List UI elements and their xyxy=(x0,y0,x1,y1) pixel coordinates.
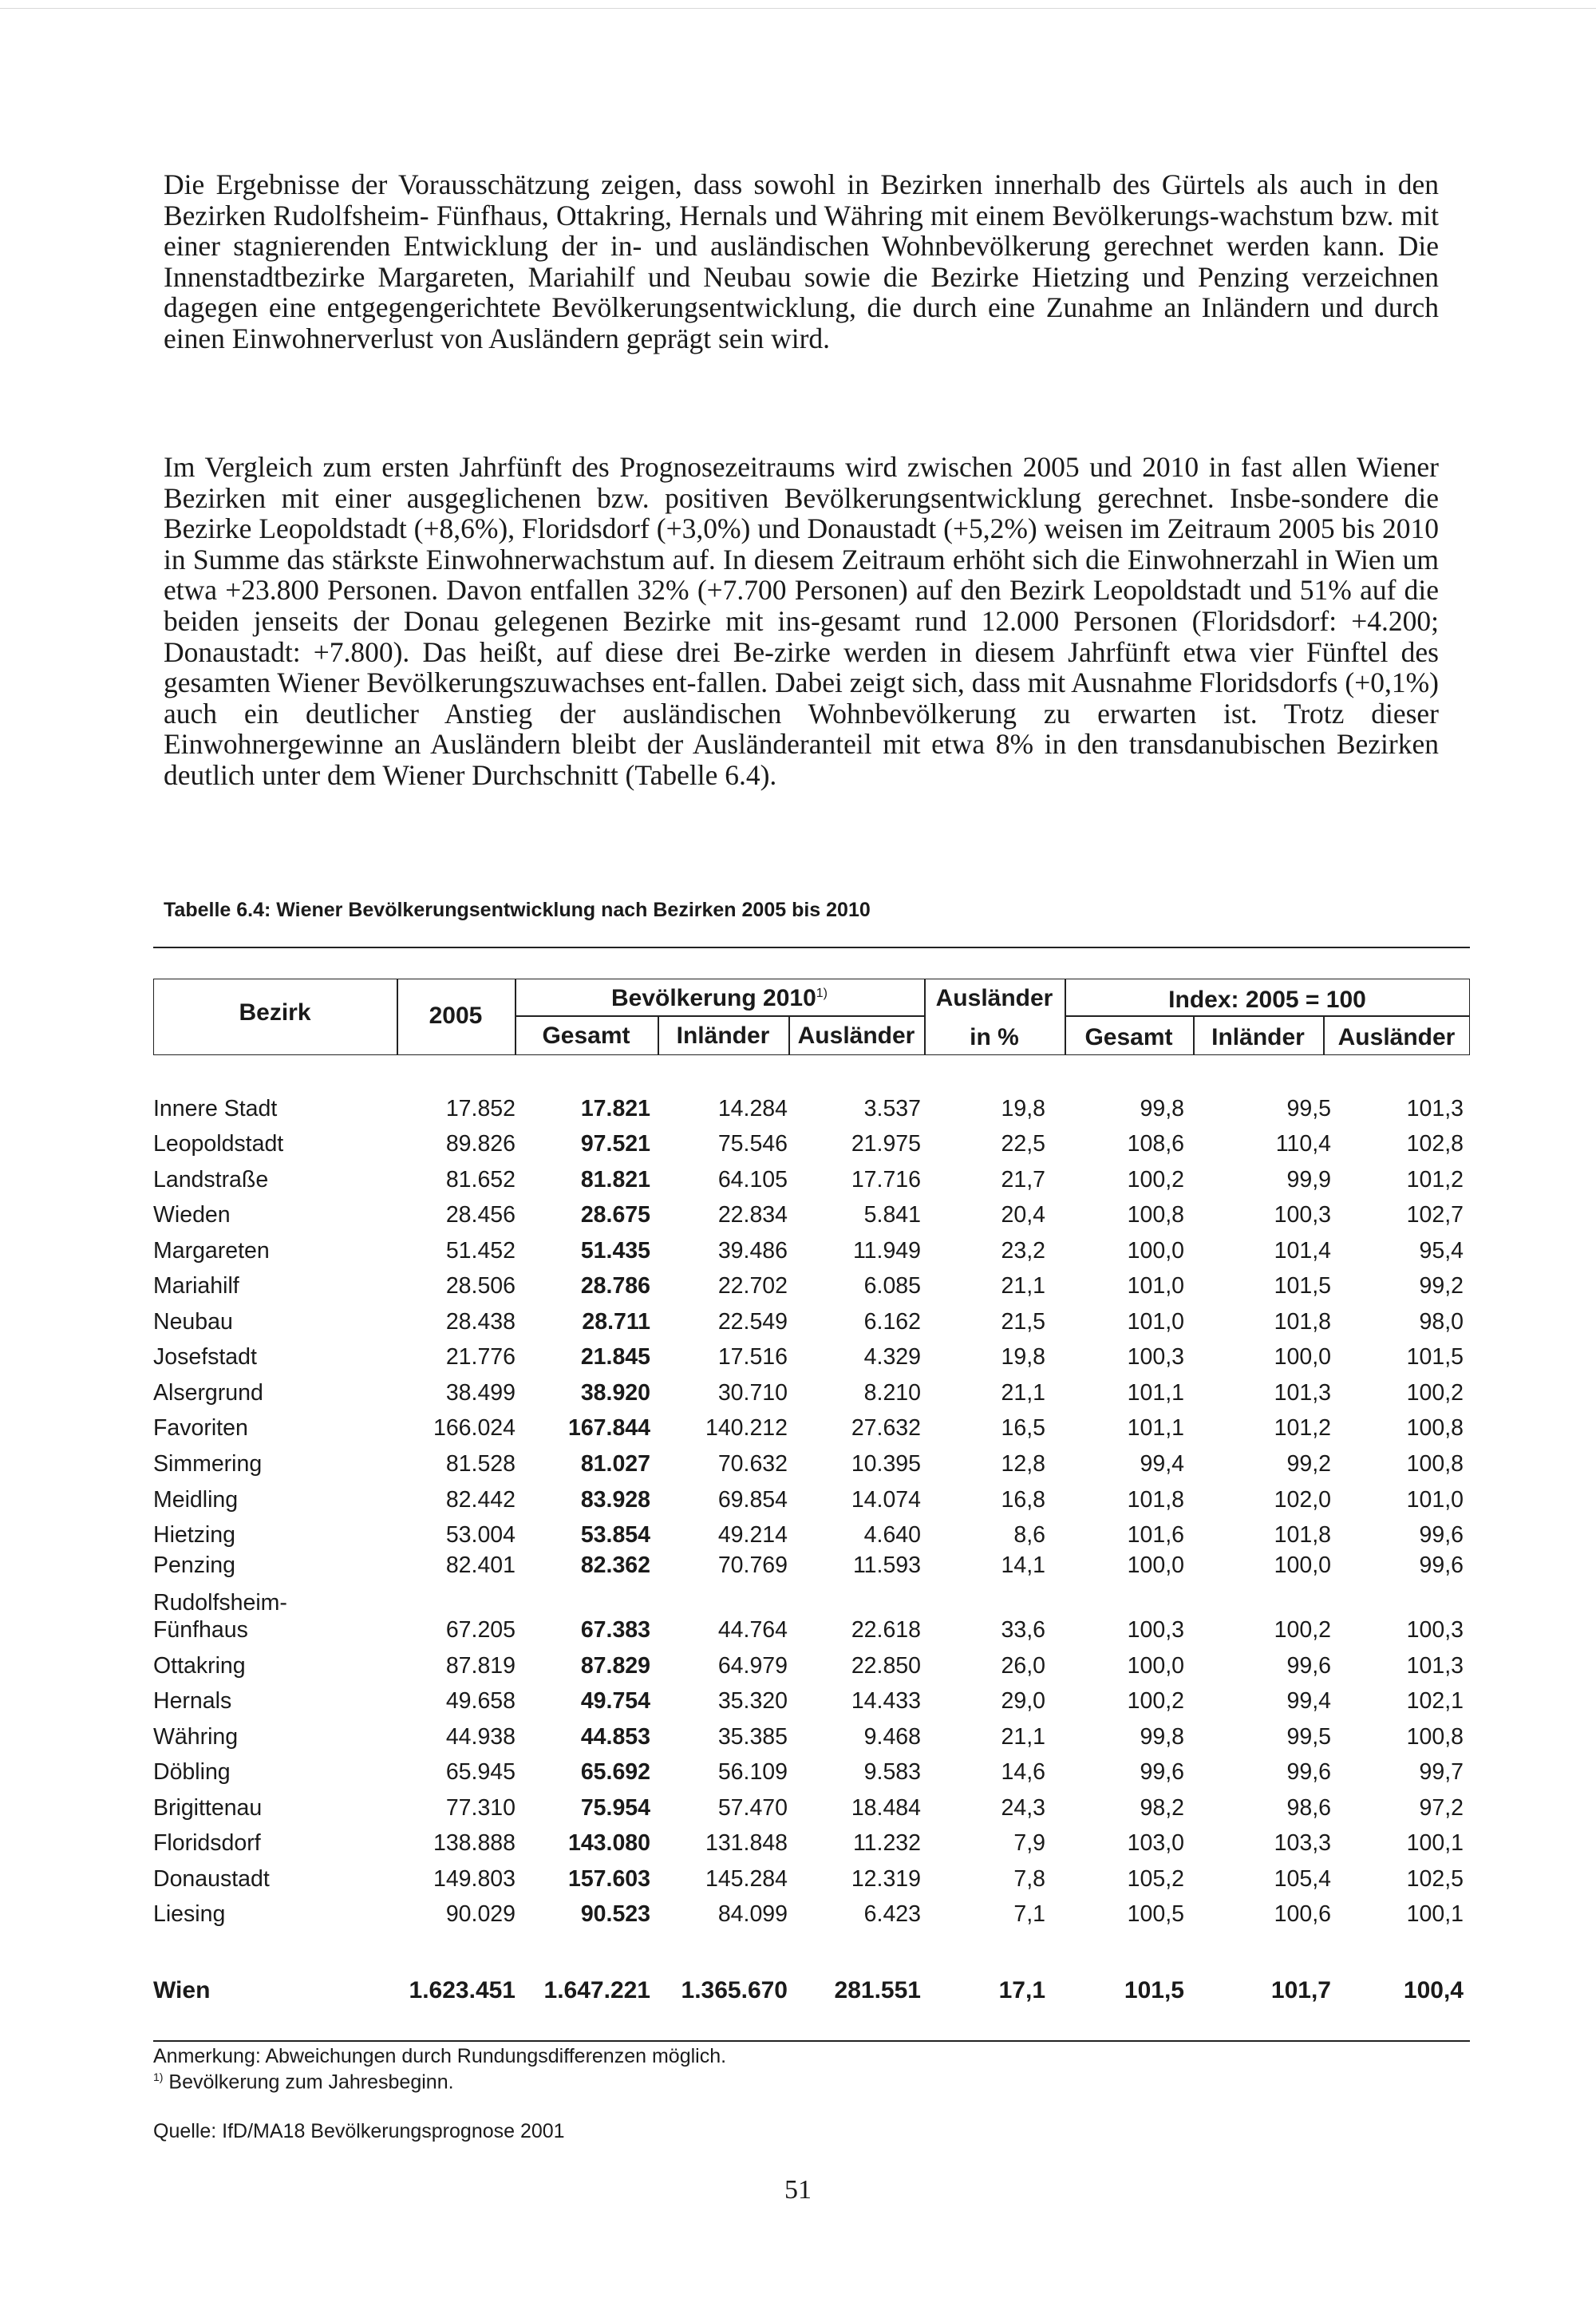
table-bottom-rule xyxy=(153,2040,1470,2042)
cell-index-inlaender: 99,2 xyxy=(1286,1451,1331,1477)
cell-auslaender-pct: 20,4 xyxy=(1001,1202,1045,1228)
cell-inlaender: 1.365.670 xyxy=(681,1977,788,2003)
cell-index-inlaender: 101,2 xyxy=(1274,1415,1331,1442)
header-index-inlaender: Inländer xyxy=(1211,1024,1305,1050)
header-auslaender-pct-bottom: in % xyxy=(970,1024,1019,1050)
table-row xyxy=(153,1648,1470,1684)
cell-bezirk: Alsergrund xyxy=(153,1379,263,1406)
table-row xyxy=(153,1127,1470,1163)
cell-2005: 28.438 xyxy=(445,1308,516,1335)
cell-inlaender: 49.214 xyxy=(717,1522,788,1549)
cell-index-auslaender: 102,1 xyxy=(1406,1688,1464,1715)
cell-auslaender: 17.716 xyxy=(851,1166,921,1193)
cell-auslaender: 4.329 xyxy=(863,1344,921,1371)
table-footnote: $^{1)}$ Bevölkerung zum Jahresbeginn. xyxy=(153,2071,454,2094)
cell-bezirk: Josefstadt xyxy=(153,1344,257,1371)
cell-index-inlaender: 101,8 xyxy=(1274,1522,1331,1549)
cell-auslaender-pct: 23,2 xyxy=(1001,1237,1045,1264)
cell-index-auslaender: 100,3 xyxy=(1406,1617,1464,1643)
cell-inlaender: 84.099 xyxy=(717,1901,788,1928)
cell-gesamt: 82.362 xyxy=(580,1552,650,1579)
cell-inlaender: 64.105 xyxy=(717,1166,788,1193)
cell-auslaender-pct: 33,6 xyxy=(1001,1617,1045,1643)
cell-index-inlaender: 105,4 xyxy=(1274,1865,1331,1892)
cell-gesamt: 97.521 xyxy=(580,1131,650,1157)
table-row xyxy=(153,1233,1470,1269)
cell-index-auslaender: 101,2 xyxy=(1406,1166,1464,1193)
cell-index-auslaender: 102,5 xyxy=(1406,1865,1464,1892)
cell-2005: 21.776 xyxy=(445,1344,516,1371)
cell-index-auslaender: 100,8 xyxy=(1406,1451,1464,1477)
cell-auslaender-pct: 7,1 xyxy=(1013,1901,1045,1928)
cell-bezirk: Leopoldstadt xyxy=(153,1131,284,1157)
cell-gesamt: 87.829 xyxy=(580,1652,650,1679)
cell-bezirk: Wien xyxy=(153,1977,211,2003)
cell-gesamt: 21.845 xyxy=(580,1344,650,1371)
cell-inlaender: 70.769 xyxy=(717,1552,788,1579)
cell-auslaender-pct: 21,1 xyxy=(1001,1273,1045,1299)
cell-index-gesamt: 100,8 xyxy=(1127,1202,1184,1228)
cell-bezirk: Ottakring xyxy=(153,1652,246,1679)
header-index-gesamt: Gesamt xyxy=(1084,1024,1173,1050)
cell-auslaender: 11.232 xyxy=(852,1830,921,1857)
cell-auslaender-pct: 21,5 xyxy=(1001,1308,1045,1335)
table-row xyxy=(153,1340,1470,1376)
cell-inlaender: 64.979 xyxy=(717,1652,788,1679)
table-body xyxy=(153,1091,1470,1932)
cell-index-inlaender: 99,4 xyxy=(1286,1688,1331,1715)
cell-index-inlaender: 99,6 xyxy=(1286,1759,1331,1786)
cell-index-gesamt: 101,5 xyxy=(1124,1977,1184,2003)
header-auslaender-pct-top: Ausländer xyxy=(935,985,1053,1011)
cell-index-inlaender: 103,3 xyxy=(1274,1830,1331,1857)
cell-auslaender: 12.319 xyxy=(851,1865,921,1892)
cell-auslaender-pct: 26,0 xyxy=(1001,1652,1045,1679)
cell-index-gesamt: 101,6 xyxy=(1127,1522,1184,1549)
cell-index-gesamt: 108,6 xyxy=(1127,1131,1184,1157)
cell-index-inlaender: 101,5 xyxy=(1274,1273,1331,1299)
cell-auslaender: 6.162 xyxy=(863,1308,921,1335)
cell-auslaender-pct: 8,6 xyxy=(1013,1522,1045,1549)
header-index: Index: 2005 = 100 xyxy=(1168,987,1366,1013)
cell-index-auslaender: 102,7 xyxy=(1406,1202,1464,1228)
cell-index-gesamt: 99,8 xyxy=(1140,1723,1184,1750)
cell-auslaender-pct: 17,1 xyxy=(998,1977,1045,2003)
cell-bezirk: Neubau xyxy=(153,1308,233,1335)
cell-gesamt: 83.928 xyxy=(580,1486,650,1513)
table-total-row xyxy=(153,1974,1470,2009)
cell-2005: 166.024 xyxy=(433,1415,516,1442)
header-inlaender: Inländer xyxy=(676,1022,770,1049)
cell-index-auslaender: 99,7 xyxy=(1419,1759,1464,1786)
cell-2005: 87.819 xyxy=(445,1652,516,1679)
cell-gesamt: 1.647.221 xyxy=(543,1977,650,2003)
cell-auslaender-pct: 29,0 xyxy=(1001,1688,1045,1715)
cell-inlaender: 22.702 xyxy=(717,1273,788,1299)
cell-auslaender: 11.949 xyxy=(852,1237,921,1264)
cell-index-inlaender: 102,0 xyxy=(1274,1486,1331,1513)
cell-gesamt: 81.821 xyxy=(580,1166,650,1193)
cell-index-gesamt: 101,0 xyxy=(1127,1308,1184,1335)
cell-inlaender: 70.632 xyxy=(717,1451,788,1477)
cell-gesamt: 65.692 xyxy=(580,1759,650,1786)
cell-index-auslaender: 101,5 xyxy=(1406,1344,1464,1371)
cell-inlaender: 22.549 xyxy=(717,1308,788,1335)
cell-index-gesamt: 100,5 xyxy=(1127,1901,1184,1928)
table-row xyxy=(153,1411,1470,1447)
cell-gesamt: 157.603 xyxy=(567,1865,650,1892)
table-row xyxy=(153,1482,1470,1518)
cell-2005: 38.499 xyxy=(445,1379,516,1406)
table-row xyxy=(153,1162,1470,1198)
cell-inlaender: 131.848 xyxy=(705,1830,788,1857)
cell-2005: 53.004 xyxy=(445,1522,516,1549)
cell-2005: 81.652 xyxy=(445,1166,516,1193)
header-bevoelkerung-2010: Bevölkerung 2010$^{1)}$ xyxy=(610,985,828,1011)
cell-2005: 17.852 xyxy=(445,1095,516,1121)
cell-inlaender: 39.486 xyxy=(717,1237,788,1264)
cell-index-gesamt: 100,3 xyxy=(1127,1617,1184,1643)
cell-gesamt: 143.080 xyxy=(567,1830,650,1857)
table-row xyxy=(153,1684,1470,1720)
cell-auslaender: 6.423 xyxy=(863,1901,921,1928)
cell-index-auslaender: 102,8 xyxy=(1406,1131,1464,1157)
cell-2005: 82.442 xyxy=(445,1486,516,1513)
header-gesamt: Gesamt xyxy=(542,1022,630,1049)
cell-index-auslaender: 95,4 xyxy=(1419,1237,1464,1264)
header-subrule xyxy=(515,1015,924,1017)
cell-inlaender: 57.470 xyxy=(717,1794,788,1821)
cell-bezirk: Landstraße xyxy=(153,1166,269,1193)
cell-index-gesamt: 99,8 xyxy=(1140,1095,1184,1121)
table-row xyxy=(153,1790,1470,1826)
cell-bezirk: Hietzing xyxy=(153,1522,235,1549)
cell-gesamt: 167.844 xyxy=(567,1415,650,1442)
table-row xyxy=(153,1897,1470,1933)
cell-bezirk: Mariahilf xyxy=(153,1273,239,1299)
cell-index-inlaender: 99,5 xyxy=(1286,1095,1331,1121)
cell-auslaender: 10.395 xyxy=(851,1451,921,1477)
cell-index-gesamt: 101,0 xyxy=(1127,1273,1184,1299)
cell-bezirk: Wieden xyxy=(153,1202,231,1228)
cell-auslaender: 18.484 xyxy=(851,1794,921,1821)
cell-auslaender: 4.640 xyxy=(863,1522,921,1549)
cell-bezirk: Döbling xyxy=(153,1759,231,1786)
table-row xyxy=(153,1091,1470,1127)
cell-auslaender: 9.468 xyxy=(863,1723,921,1750)
table-row xyxy=(153,1861,1470,1897)
cell-index-gesamt: 101,1 xyxy=(1127,1379,1184,1406)
cell-auslaender-pct: 14,1 xyxy=(1001,1552,1045,1579)
cell-index-gesamt: 99,6 xyxy=(1140,1759,1184,1786)
cell-gesamt: 17.821 xyxy=(580,1095,650,1121)
cell-inlaender: 75.546 xyxy=(717,1131,788,1157)
cell-index-inlaender: 100,6 xyxy=(1274,1901,1331,1928)
cell-2005: 49.658 xyxy=(445,1688,516,1715)
cell-bezirk: Penzing xyxy=(153,1552,235,1579)
table-row xyxy=(153,1375,1470,1411)
cell-auslaender: 9.583 xyxy=(863,1759,921,1786)
cell-2005: 77.310 xyxy=(445,1794,516,1821)
cell-gesamt: 51.435 xyxy=(580,1237,650,1264)
cell-index-inlaender: 99,9 xyxy=(1286,1166,1331,1193)
header-subrule xyxy=(1065,1015,1470,1017)
cell-auslaender-pct: 7,8 xyxy=(1013,1865,1045,1892)
table-source: Quelle: IfD/MA18 Bevölkerungsprognose 2001 xyxy=(153,2120,565,2142)
table-row xyxy=(153,1553,1470,1584)
cell-index-inlaender: 110,4 xyxy=(1275,1131,1331,1157)
cell-inlaender: 35.385 xyxy=(717,1723,788,1750)
cell-inlaender: 14.284 xyxy=(717,1095,788,1121)
cell-index-auslaender: 97,2 xyxy=(1419,1794,1464,1821)
page-number: 51 xyxy=(784,2175,812,2205)
cell-index-inlaender: 99,6 xyxy=(1286,1652,1331,1679)
cell-index-auslaender: 100,1 xyxy=(1406,1830,1464,1857)
cell-index-gesamt: 100,0 xyxy=(1127,1652,1184,1679)
table-row xyxy=(153,1304,1470,1340)
cell-auslaender-pct: 12,8 xyxy=(1001,1451,1045,1477)
cell-index-auslaender: 100,1 xyxy=(1406,1901,1464,1928)
cell-bezirk: Innere Stadt xyxy=(153,1095,278,1121)
cell-index-gesamt: 100,2 xyxy=(1127,1166,1184,1193)
cell-index-inlaender: 101,7 xyxy=(1270,1977,1331,2003)
cell-2005: 67.205 xyxy=(445,1617,516,1643)
table-row xyxy=(153,1584,1470,1648)
cell-gesamt: 90.523 xyxy=(580,1901,650,1928)
cell-index-auslaender: 99,2 xyxy=(1419,1273,1464,1299)
cell-index-gesamt: 100,0 xyxy=(1127,1552,1184,1579)
cell-index-inlaender: 101,4 xyxy=(1274,1237,1331,1264)
cell-2005: 138.888 xyxy=(433,1830,516,1857)
top-edge-line xyxy=(0,8,1596,9)
table-row xyxy=(153,1755,1470,1791)
cell-auslaender-pct: 16,8 xyxy=(1001,1486,1045,1513)
cell-inlaender: 17.516 xyxy=(717,1344,788,1371)
cell-index-gesamt: 101,8 xyxy=(1127,1486,1184,1513)
cell-index-inlaender: 99,5 xyxy=(1286,1723,1331,1750)
cell-index-inlaender: 100,0 xyxy=(1274,1344,1331,1371)
cell-index-gesamt: 101,1 xyxy=(1127,1415,1184,1442)
table-row xyxy=(153,1198,1470,1234)
cell-gesamt: 38.920 xyxy=(580,1379,650,1406)
cell-gesamt: 28.711 xyxy=(582,1308,650,1335)
cell-auslaender-pct: 19,8 xyxy=(1001,1344,1045,1371)
cell-2005: 89.826 xyxy=(445,1131,516,1157)
cell-2005: 51.452 xyxy=(445,1237,516,1264)
cell-index-gesamt: 105,2 xyxy=(1127,1865,1184,1892)
cell-auslaender-pct: 16,5 xyxy=(1001,1415,1045,1442)
cell-index-inlaender: 98,6 xyxy=(1286,1794,1331,1821)
table-row xyxy=(153,1446,1470,1482)
cell-gesamt: 53.854 xyxy=(580,1522,650,1549)
cell-bezirk: Meidling xyxy=(153,1486,239,1513)
cell-index-gesamt: 103,0 xyxy=(1127,1830,1184,1857)
cell-inlaender: 35.320 xyxy=(717,1688,788,1715)
table-row xyxy=(153,1719,1470,1755)
cell-inlaender: 69.854 xyxy=(717,1486,788,1513)
cell-auslaender-pct: 14,6 xyxy=(1001,1759,1045,1786)
cell-gesamt: 81.027 xyxy=(580,1451,650,1477)
cell-bezirk: Floridsdorf xyxy=(153,1830,261,1857)
cell-auslaender: 8.210 xyxy=(863,1379,921,1406)
cell-auslaender-pct: 21,1 xyxy=(1001,1379,1045,1406)
cell-index-auslaender: 100,8 xyxy=(1406,1723,1464,1750)
cell-inlaender: 56.109 xyxy=(717,1759,788,1786)
table-row xyxy=(153,1826,1470,1862)
cell-auslaender: 14.074 xyxy=(851,1486,921,1513)
cell-2005: 44.938 xyxy=(445,1723,516,1750)
cell-auslaender-pct: 24,3 xyxy=(1001,1794,1045,1821)
paragraph-2: Im Vergleich zum ersten Jahrfünft des Prognosezeitraums wird zwischen 2005 und 2010 in fast allen Wiener Bezirken mit einer ausgeglichenen bzw. positiven Bevölkerungsentwicklung gerechnet. Insbe-sondere die Bezirke Leopoldstadt (+8,6%), Floridsdorf (+3,0%) und Donaustadt (+5,2%) weisen im Zeitraum 2005 bis 2010 in Summe das stärkste Einwohnerwachstum auf. In diesem Zeitraum erhöht sich die Einwohnerzahl in Wien um etwa +23.800 Personen. Davon entfallen 32% (+7.700 Personen) auf den Bezirk Leopoldstadt und 51% auf die beiden jenseits der Donau gelegenen Bezirke mit ins-gesamt rund 12.000 Personen (Floridsdorf: +4.200; Donaustadt: +7.800). Das heißt, auf diese drei Be-zirke werden in diesem Jahrfünft etwa vier Fünftel des gesamten Wiener Bevölkerungszuwachses ent-fallen. Dabei zeigt sich, dass mit Ausnahme Floridsdorfs (+0,1%) auch ein deutlicher Anstieg der ausländischen Wohnbevölkerung zu erwarten ist. Trotz dieser Einwohnergewinne an Ausländern bleibt der Ausländeranteil mit etwa 8% in den transdanubischen Bezirken deutlich unter dem Wiener Durchschnitt (Tabelle 6.4). xyxy=(164,451,1439,791)
cell-auslaender: 22.618 xyxy=(851,1617,921,1643)
cell-index-inlaender: 100,2 xyxy=(1274,1617,1331,1643)
cell-inlaender: 140.212 xyxy=(705,1415,788,1442)
cell-index-inlaender: 101,8 xyxy=(1274,1308,1331,1335)
cell-index-auslaender: 100,4 xyxy=(1403,1977,1464,2003)
cell-2005: 28.456 xyxy=(445,1202,516,1228)
cell-index-auslaender: 99,6 xyxy=(1419,1552,1464,1579)
cell-gesamt: 49.754 xyxy=(580,1688,650,1715)
cell-auslaender: 3.537 xyxy=(863,1095,921,1121)
cell-auslaender: 11.593 xyxy=(852,1552,921,1579)
cell-2005: 28.506 xyxy=(445,1273,516,1299)
cell-gesamt: 44.853 xyxy=(580,1723,650,1750)
cell-2005: 82.401 xyxy=(445,1552,516,1579)
cell-inlaender: 22.834 xyxy=(717,1202,788,1228)
cell-index-gesamt: 98,2 xyxy=(1140,1794,1184,1821)
cell-index-auslaender: 100,8 xyxy=(1406,1415,1464,1442)
cell-auslaender-pct: 7,9 xyxy=(1013,1830,1045,1857)
cell-2005: 149.803 xyxy=(433,1865,516,1892)
cell-2005: 81.528 xyxy=(445,1451,516,1477)
cell-bezirk: Margareten xyxy=(153,1237,270,1264)
cell-index-gesamt: 100,2 xyxy=(1127,1688,1184,1715)
cell-2005: 90.029 xyxy=(445,1901,516,1928)
cell-bezirk: Brigittenau xyxy=(153,1794,263,1821)
cell-index-auslaender: 100,2 xyxy=(1406,1379,1464,1406)
cell-bezirk: Favoriten xyxy=(153,1415,248,1442)
cell-inlaender: 44.764 xyxy=(717,1617,788,1643)
cell-index-auslaender: 101,3 xyxy=(1406,1652,1464,1679)
table-row xyxy=(153,1269,1470,1305)
caption-rule xyxy=(153,947,1470,948)
cell-bezirk: Liesing xyxy=(153,1901,226,1928)
cell-auslaender: 281.551 xyxy=(834,1977,921,2003)
header-auslaender: Ausländer xyxy=(797,1022,915,1049)
cell-index-auslaender: 98,0 xyxy=(1419,1308,1464,1335)
cell-auslaender: 6.085 xyxy=(863,1273,921,1299)
cell-gesamt: 28.786 xyxy=(580,1273,650,1299)
cell-inlaender: 145.284 xyxy=(705,1865,788,1892)
cell-gesamt: 28.675 xyxy=(580,1202,650,1228)
cell-index-auslaender: 101,0 xyxy=(1406,1486,1464,1513)
cell-index-gesamt: 100,3 xyxy=(1127,1344,1184,1371)
cell-index-auslaender: 99,6 xyxy=(1419,1522,1464,1549)
cell-auslaender: 5.841 xyxy=(863,1202,921,1228)
cell-bezirk: Hernals xyxy=(153,1688,232,1715)
cell-bezirk: Simmering xyxy=(153,1451,263,1477)
cell-auslaender-pct: 21,7 xyxy=(1001,1166,1045,1193)
cell-2005: 65.945 xyxy=(445,1759,516,1786)
table-remark: Anmerkung: Abweichungen durch Rundungsdifferenzen möglich. xyxy=(153,2045,727,2067)
cell-auslaender: 22.850 xyxy=(851,1652,921,1679)
cell-index-inlaender: 101,3 xyxy=(1274,1379,1331,1406)
cell-index-gesamt: 99,4 xyxy=(1140,1451,1184,1477)
cell-auslaender: 27.632 xyxy=(851,1415,921,1442)
cell-bezirk: Währing xyxy=(153,1723,239,1750)
cell-auslaender: 14.433 xyxy=(851,1688,921,1715)
paragraph-1: Die Ergebnisse der Vorausschätzung zeigen, dass sowohl in Bezirken innerhalb des Gürtels als auch in den Bezirken Rudolfsheim- Fünfhaus, Ottakring, Hernals und Währing mit einem Bevölkerungs-wachstum bzw. mit einer stagnierenden Entwicklung der in- und ausländischen Wohnbevölkerung gerechnet werden kann. Die Innenstadtbezirke Margareten, Mariahilf und Neubau sowie die Bezirke Hietzing und Penzing verzeichnen dagegen eine entgegengerichtete Bevölkerungsentwicklung, die durch eine Zunahme an Inländern und durch einen Einwohnerverlust von Ausländern geprägt sein wird. xyxy=(164,168,1439,354)
cell-auslaender-pct: 21,1 xyxy=(1001,1723,1045,1750)
header-index-auslaender: Ausländer xyxy=(1337,1024,1456,1050)
cell-inlaender: 30.710 xyxy=(717,1379,788,1406)
cell-auslaender-pct: 22,5 xyxy=(1001,1131,1045,1157)
header-2005: 2005 xyxy=(429,1003,483,1029)
cell-2005: 1.623.451 xyxy=(409,1977,516,2003)
cell-bezirk: Donaustadt xyxy=(153,1865,270,1892)
cell-index-inlaender: 100,0 xyxy=(1274,1552,1331,1579)
header-bezirk: Bezirk xyxy=(239,999,311,1026)
cell-bezirk: Rudolfsheim- Fünfhaus xyxy=(153,1590,287,1643)
cell-auslaender: 21.975 xyxy=(851,1131,921,1157)
cell-index-auslaender: 101,3 xyxy=(1406,1095,1464,1121)
cell-index-gesamt: 100,0 xyxy=(1127,1237,1184,1264)
cell-gesamt: 75.954 xyxy=(580,1794,650,1821)
cell-gesamt: 67.383 xyxy=(580,1617,650,1643)
cell-auslaender-pct: 19,8 xyxy=(1001,1095,1045,1121)
cell-index-inlaender: 100,3 xyxy=(1274,1202,1331,1228)
table-row xyxy=(153,1518,1470,1554)
table-caption: Tabelle 6.4: Wiener Bevölkerungsentwicklung nach Bezirken 2005 bis 2010 xyxy=(164,899,871,921)
